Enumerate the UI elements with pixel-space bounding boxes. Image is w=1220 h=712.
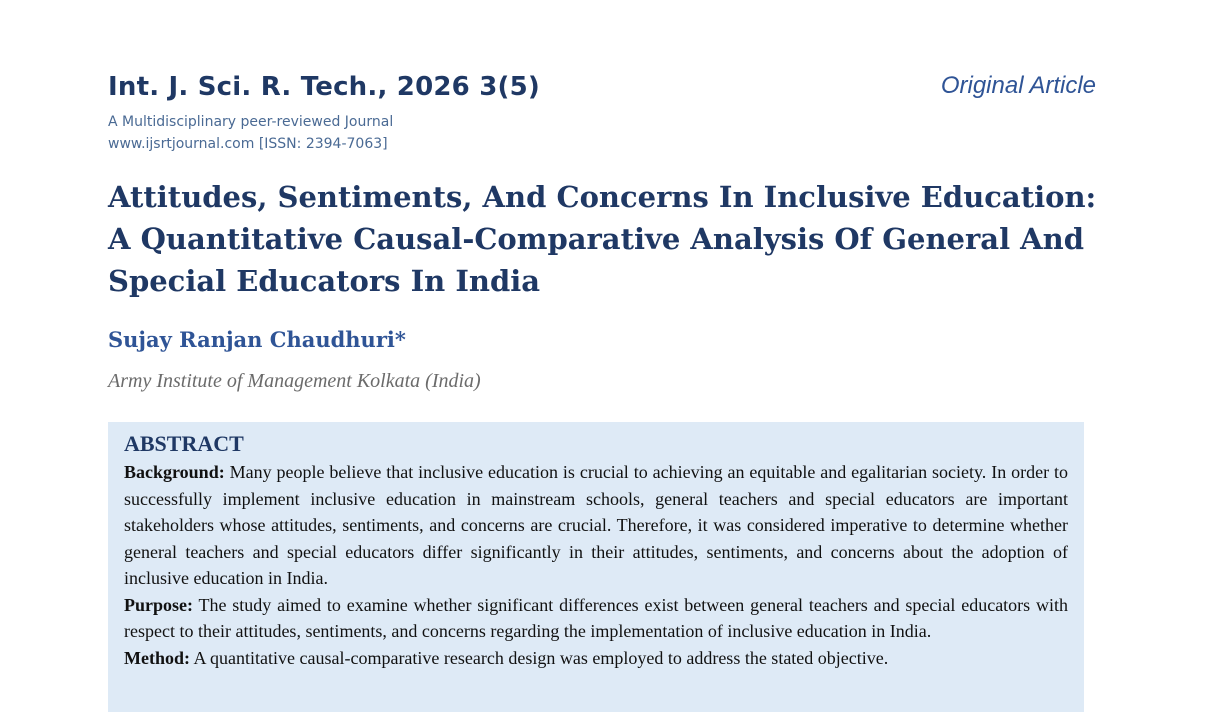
journal-website: www.ijsrtjournal.com [ISSN: 2394-7063] (108, 136, 388, 152)
abstract-purpose (124, 592, 1068, 645)
article-type: Original Article (940, 72, 1096, 99)
purpose-text: The study aimed to examine whether significant differences exist between general teachers and special educators with respect to their attitudes, sentiments, and concerns regarding the implementation of inclusive education in India. (124, 594, 1068, 641)
author-affiliation: Army Institute of Management Kolkata (India) (108, 370, 481, 392)
abstract-body (124, 459, 1068, 671)
abstract-heading: ABSTRACT (124, 431, 244, 456)
journal-tagline: A Multidisciplinary peer-reviewed Journal (108, 114, 394, 130)
journal-title: Int. J. Sci. R. Tech., 2026 3(5) (108, 72, 540, 102)
background-label: Background: (124, 462, 225, 482)
method-label: Method: (124, 647, 190, 668)
purpose-label: Purpose: (124, 594, 193, 615)
abstract-box (108, 422, 1084, 712)
paper-title: Attitudes, Sentiments, And Concerns In Inclusive Education: A Quantitative Causal-Comparative Analysis Of General And Special Educators In India (108, 180, 1097, 298)
abstract-background (124, 459, 1068, 592)
author-name: Sujay Ranjan Chaudhuri* (108, 327, 406, 352)
abstract-method (124, 645, 1068, 672)
method-text: A quantitative causal-comparative research design was employed to address the stated objective. (193, 647, 889, 668)
background-text: Many people believe that inclusive education is crucial to achieving an equitable and egalitarian society. In order to successfully implement inclusive education in mainstream schools, general teachers and special educators are important stakeholders whose attitudes, sentiments, and concerns are crucial. Therefore, it was considered imperative to determine whether general teachers and special educators differ significantly in their attitudes, sentiments, and concerns about the adoption of inclusive education in India. (124, 462, 1068, 588)
